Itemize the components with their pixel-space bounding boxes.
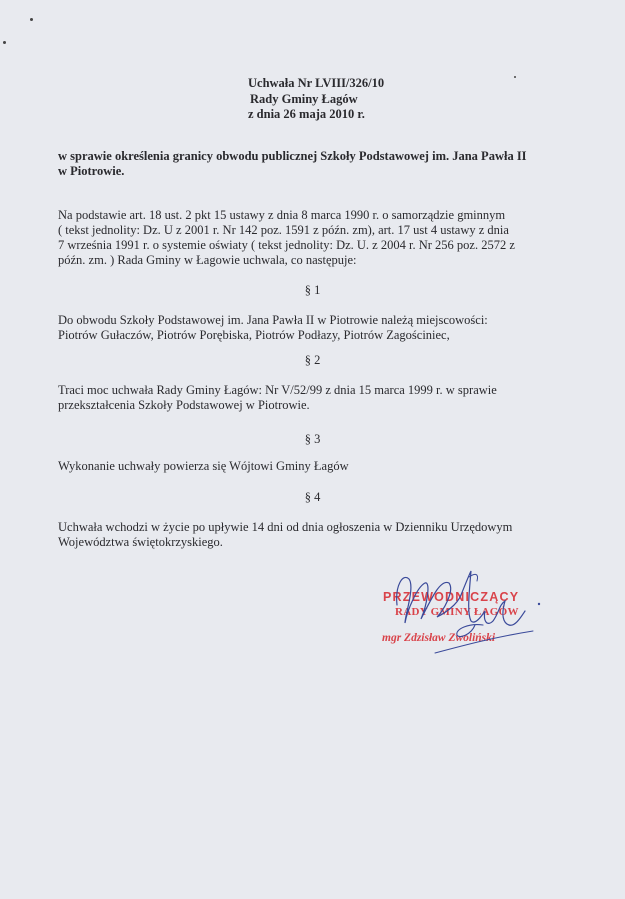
section-line: przekształcenia Szkoły Podstawowej w Piotrowie.	[58, 398, 310, 412]
section-4-body	[58, 520, 578, 550]
section-line: Uchwała wchodzi w życie po upływie 14 dni od dnia ogłoszenia w Dzienniku Urzędowym	[58, 520, 513, 534]
preamble-line: ( tekst jednolity: Dz. U z 2001 r. Nr 142 poz. 1591 z późn. zm), art. 17 ust 4 ustawy z dnia	[58, 223, 509, 237]
signature-block	[375, 565, 555, 655]
scan-speck	[514, 76, 516, 78]
section-2-heading: § 2	[304, 353, 321, 367]
preamble-line: późn. zm. ) Rada Gminy w Łagowie uchwala, co następuje:	[58, 253, 357, 267]
preamble-line: 7 września 1991 r. o systemie oświaty ( tekst jednolity: Dz. U. z 2004 r. Nr 256 poz. 2572 z	[58, 238, 515, 252]
resolution-date: z dnia 26 maja 2010 r.	[248, 107, 365, 121]
section-3-heading: § 3	[304, 432, 321, 446]
resolution-header	[248, 76, 384, 123]
resolution-number: Uchwała Nr LVIII/326/10	[248, 76, 385, 90]
scan-speck	[30, 18, 33, 21]
stamp-council: RADY GMINY ŁAGÓW	[395, 606, 519, 618]
council-name: Rady Gminy Łagów	[250, 91, 358, 106]
preamble-line: Na podstawie art. 18 ust. 2 pkt 15 ustawy z dnia 8 marca 1990 r. o samorządzie gminnym	[58, 208, 506, 222]
section-1-heading: § 1	[304, 283, 321, 297]
subject-line: w Piotrowie.	[58, 164, 125, 178]
section-4-heading: § 4	[304, 490, 321, 504]
section-line: Wykonanie uchwały powierza się Wójtowi Gminy Łagów	[58, 459, 349, 473]
stamp-title: PRZEWODNICZĄCY	[383, 590, 520, 604]
section-2-body	[58, 383, 578, 413]
stamp-name: mgr Zdzisław Zwoliński	[382, 632, 496, 644]
scan-speck	[3, 41, 6, 44]
section-line: Województwa świętokrzyskiego.	[58, 535, 223, 549]
preamble	[58, 208, 578, 268]
section-line: Traci moc uchwała Rady Gminy Łagów: Nr V/52/99 z dnia 15 marca 1999 r. w sprawie	[58, 383, 497, 397]
section-line: Do obwodu Szkoły Podstawowej im. Jana Pawła II w Piotrowie należą miejscowości:	[58, 313, 488, 327]
section-3-body	[58, 459, 578, 474]
handwritten-signature	[375, 565, 555, 655]
subject-line: w sprawie określenia granicy obwodu publicznej Szkoły Podstawowej im. Jana Pawła II	[58, 149, 527, 163]
resolution-subject	[58, 149, 578, 179]
section-1-body	[58, 313, 578, 343]
section-line: Piotrów Gułaczów, Piotrów Porębiska, Piotrów Podłazy, Piotrów Zagościniec,	[58, 328, 450, 342]
